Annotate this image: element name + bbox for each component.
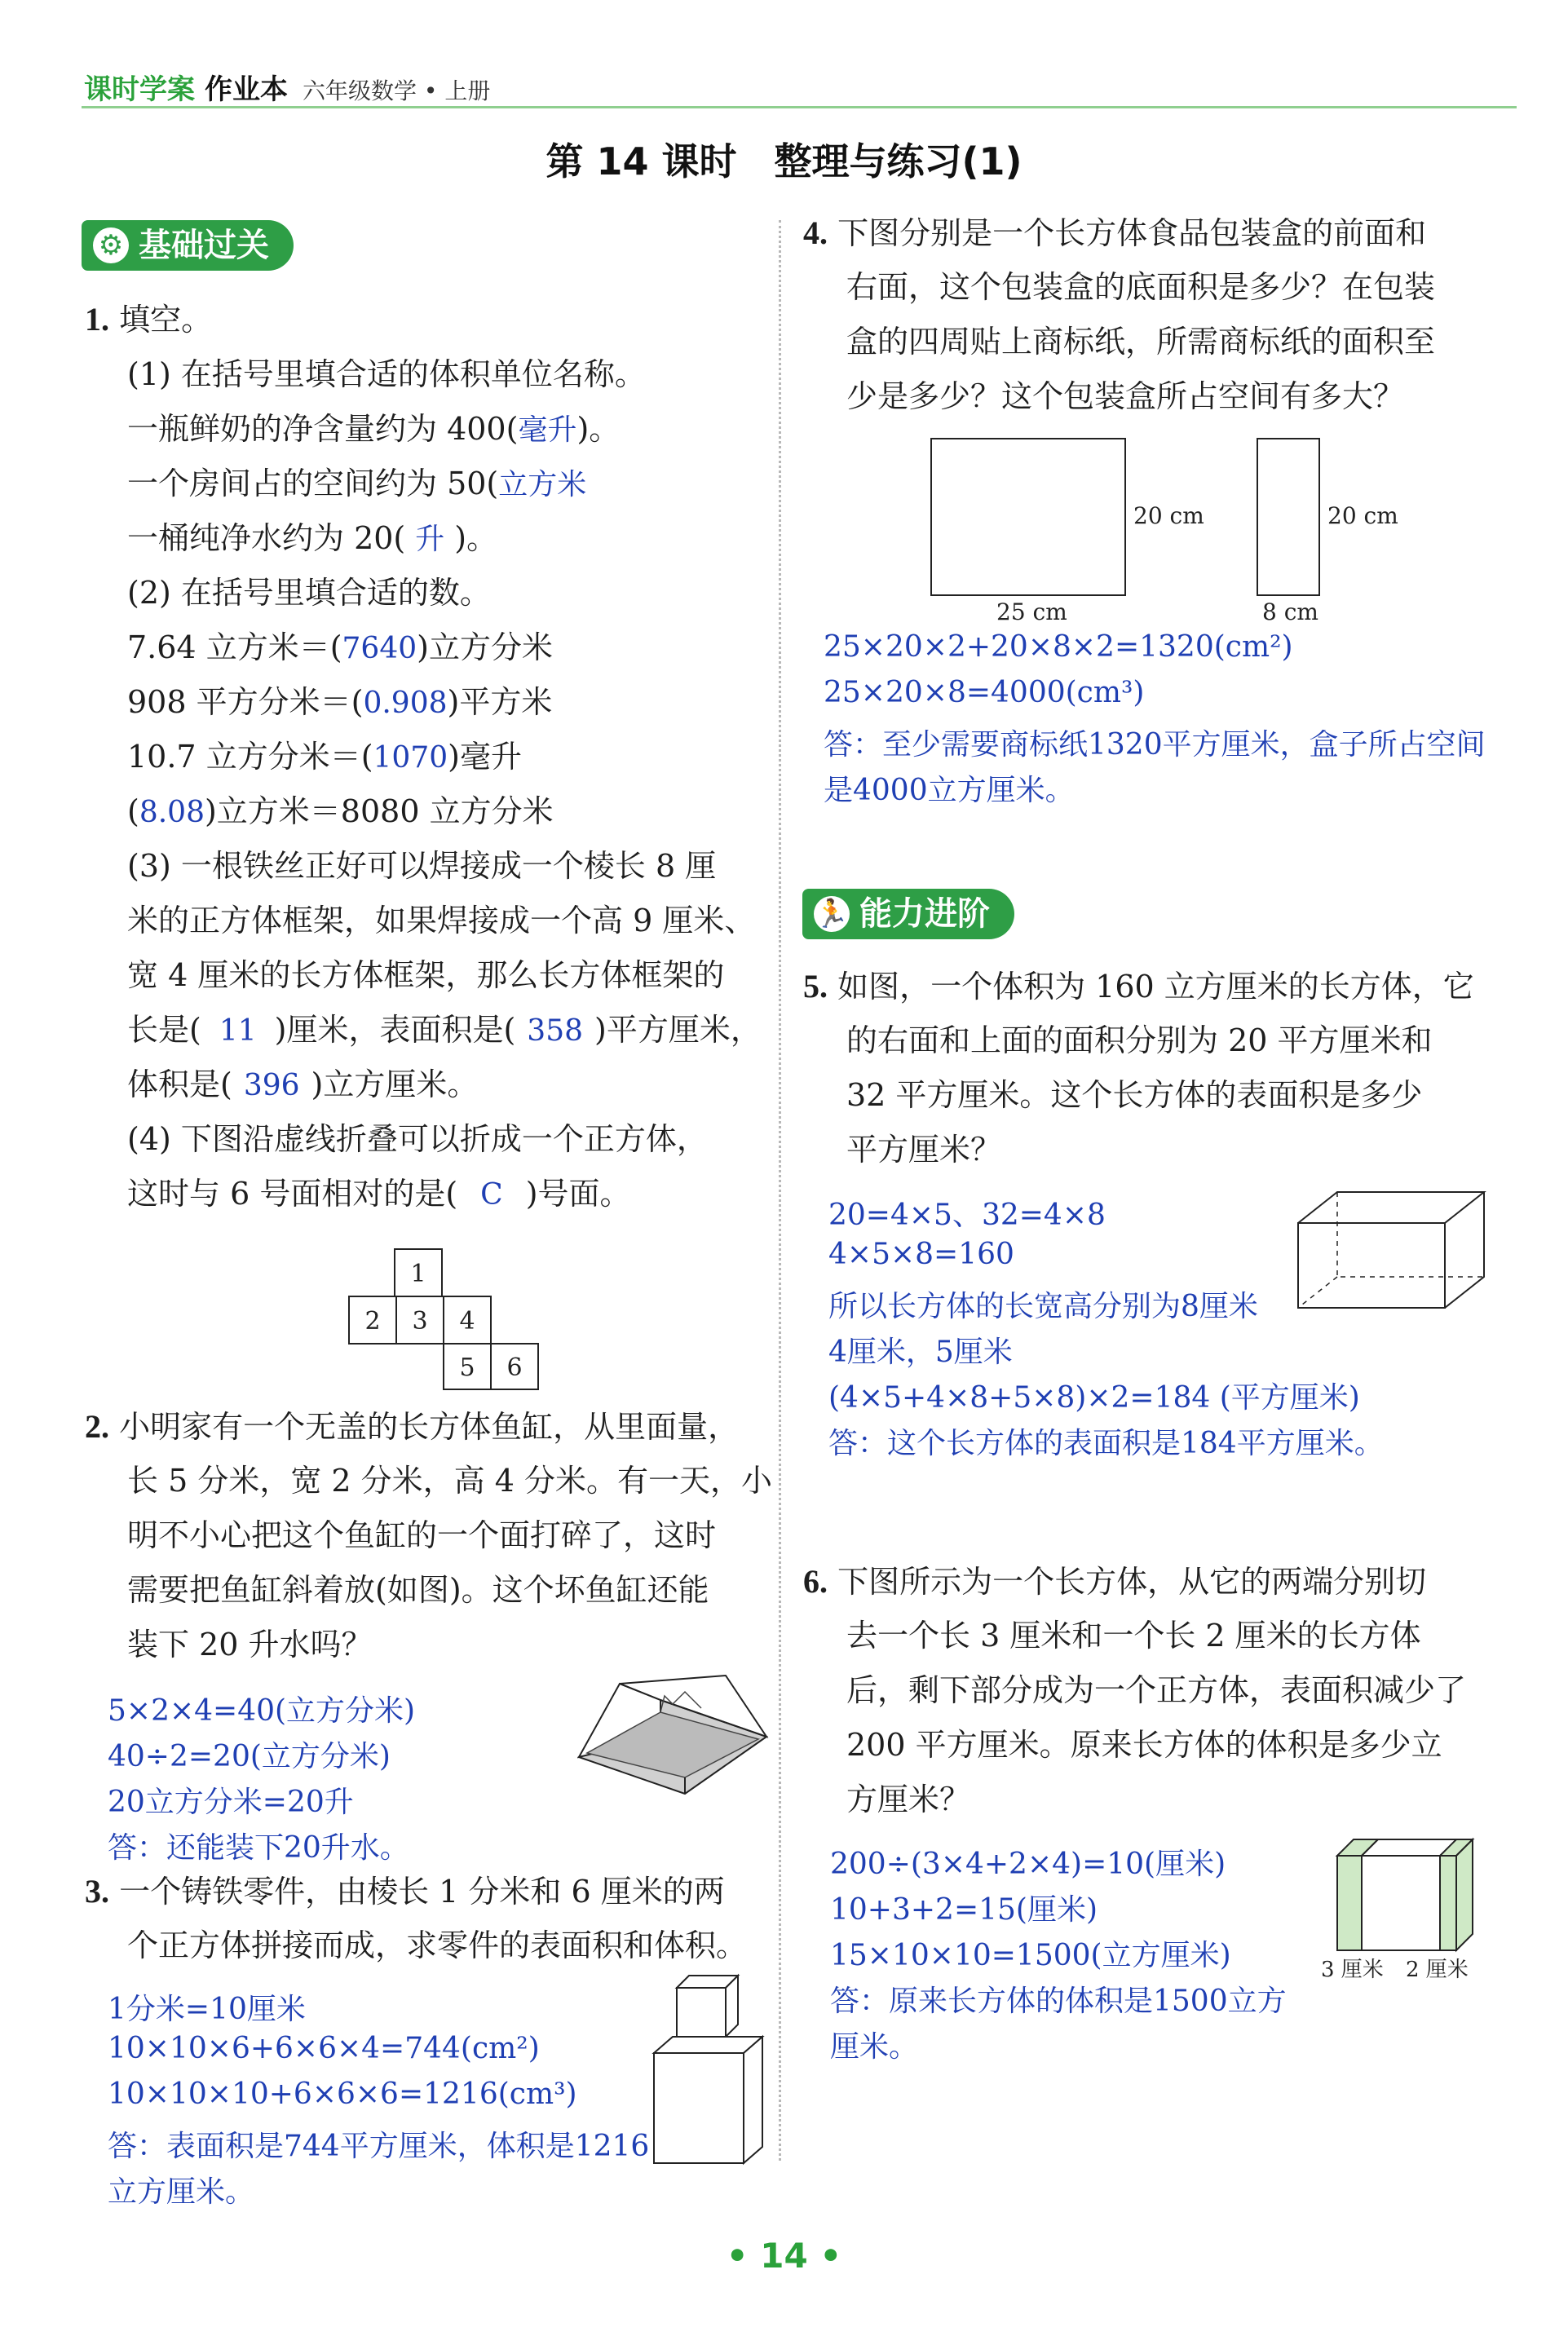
- answer-fill: 358: [527, 1014, 584, 1048]
- q6-line-2: 后，剩下部分成为一个正方体，表面积减少了: [846, 1672, 1467, 1708]
- q5-line-3: 平方厘米？: [846, 1132, 1002, 1168]
- section-basic-badge: [82, 220, 294, 271]
- q6-line-1: 去一个长 3 厘米和一个长 2 厘米的长方体: [846, 1618, 1421, 1654]
- side-height-label: 20 cm: [1327, 502, 1398, 529]
- q5-answer-2: 所以长方体的长宽高分别为8厘米: [828, 1290, 1258, 1323]
- header-brand: [84, 67, 490, 107]
- answer-fill: 7640: [342, 632, 417, 665]
- answer-fill: 8.08: [139, 796, 205, 829]
- net-label-2: 2: [364, 1307, 381, 1336]
- answer-fill: 11: [219, 1014, 257, 1048]
- q2-line-0: 2. 小明家有一个无盖的长方体鱼缸，从里面量，: [85, 1408, 740, 1445]
- gear-icon: ⚙: [93, 227, 129, 263]
- q5-answer-3: 4厘米，5厘米: [828, 1336, 1013, 1369]
- net-label-3: 3: [412, 1307, 428, 1336]
- answer-fill: 毫升: [518, 413, 577, 447]
- q4-line-2: 盒的四周贴上商标纸，所需商标纸的面积至: [846, 324, 1436, 360]
- answer-fill: 立方米: [498, 468, 587, 501]
- q1-p4-line2: 这时与 6 号面相对的是( C )号面。: [127, 1176, 631, 1212]
- q1-p1-intro: (1) 在括号里填合适的体积单位名称。: [127, 356, 646, 392]
- answer-fill: 0.908: [363, 687, 448, 720]
- q6-line-4: 方厘米？: [846, 1782, 971, 1817]
- q6-answer-3: 答：原来长方体的体积是1500立方: [830, 1985, 1287, 2018]
- q1-p3-line4: 长是( 11 )厘米，表面积是( 358 )平方厘米，: [127, 1012, 762, 1048]
- brand-subtitle: 六年级数学 • 上册: [303, 77, 491, 104]
- q2-line-2: 明不小心把这个鱼缸的一个面打碎了，这时: [127, 1517, 717, 1553]
- cut-label-2cm: 2 厘米: [1406, 1958, 1469, 1982]
- q3-answer-4: 立方厘米。: [108, 2175, 255, 2209]
- q1-p3-line1: (3) 一根铁丝正好可以焊接成一个棱长 8 厘: [127, 848, 717, 884]
- q1-p2-line4: (8.08)立方米＝8080 立方分米: [127, 793, 554, 829]
- answer-fill: 396: [243, 1069, 300, 1102]
- column-divider: [779, 220, 781, 2161]
- q1-p4-line1: (4) 下图沿虚线折叠可以折成一个正方体，: [127, 1121, 708, 1157]
- cut-label-3cm: 3 厘米: [1321, 1958, 1384, 1982]
- brand-black: 作业本: [205, 73, 288, 106]
- net-label-1: 1: [410, 1260, 426, 1288]
- q3-line-1: 个正方体拼接而成，求零件的表面积和体积。: [127, 1927, 748, 1963]
- header-divider: [82, 106, 1517, 108]
- q3-answer-1: 10×10×6+6×6×4=744(cm²): [108, 2032, 540, 2065]
- q2-answer-1: 40÷2=20(立方分米): [108, 1740, 391, 1773]
- q1-p3-line5: 体积是( 396 )立方厘米。: [127, 1066, 479, 1102]
- front-width-label: 25 cm: [996, 598, 1067, 625]
- cuboid-figure: [1295, 1189, 1491, 1311]
- q3-answer-0: 1分米=10厘米: [108, 1993, 306, 2026]
- side-face: [1257, 439, 1319, 595]
- brand-green: 课时学案: [84, 73, 195, 106]
- q5-line-0: 5. 如图，一个体积为 160 立方厘米的长方体，它: [803, 968, 1474, 1005]
- q2-answer-0: 5×2×4=40(立方分米): [108, 1694, 416, 1728]
- q6-line-3: 200 平方厘米。原来长方体的体积是多少立: [846, 1727, 1442, 1763]
- q6-line-0: 6. 下图所示为一个长方体，从它的两端分别切: [803, 1563, 1427, 1600]
- q1-stem: 填空。: [119, 302, 213, 338]
- q5-line-1: 的右面和上面的面积分别为 20 平方厘米和: [846, 1022, 1433, 1058]
- answer-fill: 升: [415, 523, 445, 556]
- net-label-4: 4: [459, 1307, 475, 1336]
- q1-p2-line1: 7.64 立方米＝(7640)立方分米: [127, 629, 553, 665]
- runner-icon: 🏃: [814, 898, 850, 930]
- q4-line-0: 4. 下图分别是一个长方体食品包装盒的前面和: [803, 214, 1427, 251]
- q6-answer-1: 10+3+2=15(厘米): [830, 1893, 1098, 1927]
- q4-answer-0: 25×20×2+20×8×2=1320(cm²): [824, 630, 1293, 664]
- q1-p1-line3: 一桶纯净水约为 20( 升 )。: [127, 520, 498, 556]
- q5-line-2: 32 平方厘米。这个长方体的表面积是多少: [846, 1077, 1423, 1113]
- answer-fill: C: [480, 1178, 503, 1212]
- section-advanced-badge: [802, 889, 1014, 939]
- q6-answer-0: 200÷(3×4+2×4)=10(厘米): [830, 1848, 1226, 1881]
- q1-p2-line3: 10.7 立方分米＝(1070)毫升: [127, 739, 522, 775]
- page-title: 第 14 课时 整理与练习(1): [545, 139, 1023, 183]
- q3-line-0: 3. 一个铸铁零件，由棱长 1 分米和 6 厘米的两: [85, 1873, 725, 1910]
- q1-p1-line1: 一瓶鲜奶的净含量约为 400(毫升)。: [127, 411, 621, 447]
- net-label-6: 6: [506, 1353, 523, 1382]
- q1-block: [85, 303, 212, 336]
- cut-cuboid-figure: [1321, 1836, 1500, 1983]
- q1-p3-line3: 宽 4 厘米的长方体框架，那么长方体框架的: [127, 957, 725, 993]
- q2-line-3: 需要把鱼缸斜着放(如图)。这个坏鱼缸还能: [127, 1572, 709, 1608]
- q1-p1-line2: 一个房间占的空间约为 50(立方米: [127, 466, 587, 501]
- side-width-label: 8 cm: [1262, 598, 1318, 625]
- q5-answer-1: 4×5×8=160: [828, 1238, 1014, 1271]
- q3-answer-3: 答：表面积是744平方厘米，体积是1216: [108, 2130, 650, 2163]
- net-label-5: 5: [459, 1353, 475, 1382]
- cube-net-figure: [347, 1247, 540, 1391]
- q1-p3-line2: 米的正方体框架，如果焊接成一个高 9 厘米、: [127, 903, 756, 938]
- q2-answer-2: 20立方分米=20升: [108, 1786, 354, 1819]
- page-number: • 14 •: [726, 2236, 842, 2276]
- q6-answer-4: 厘米。: [830, 2030, 919, 2064]
- q1-p2-intro: (2) 在括号里填合适的数。: [127, 575, 491, 611]
- q4-line-1: 右面，这个包装盒的底面积是多少？在包装: [846, 269, 1436, 305]
- q2-answer-3: 答：还能装下20升水。: [108, 1831, 409, 1865]
- section-advanced-label: 能力进阶: [859, 895, 990, 933]
- q4-line-3: 少是多少？这个包装盒所占空间有多大？: [846, 378, 1405, 414]
- section-basic-label: 基础过关: [139, 227, 269, 264]
- q5-answer-0: 20=4×5、32=4×8: [828, 1199, 1106, 1232]
- q4-answer-3: 是4000立方厘米。: [824, 774, 1075, 807]
- q5-answer-4: (4×5+4×8+5×8)×2=184 (平方厘米): [828, 1381, 1360, 1415]
- q1-number: 1.: [85, 301, 109, 338]
- q3-answer-2: 10×10×10+6×6×6=1216(cm³): [108, 2078, 577, 2111]
- q4-answer-2: 答：至少需要商标纸1320平方厘米，盒子所占空间: [824, 728, 1486, 762]
- stacked-cubes-figure: [652, 1972, 766, 2167]
- q1-p2-line2: 908 平方分米＝(0.908)平方米: [127, 684, 553, 720]
- front-height-label: 20 cm: [1133, 502, 1204, 529]
- q6-answer-2: 15×10×10=1500(立方厘米): [830, 1939, 1231, 1972]
- q4-answer-1: 25×20×8=4000(cm³): [824, 676, 1145, 709]
- q2-line-4: 装下 20 升水吗？: [127, 1627, 373, 1662]
- front-face: [931, 439, 1125, 595]
- tilted-fish-tank-figure: [571, 1676, 775, 1798]
- q2-line-1: 长 5 分米，宽 2 分米，高 4 分米。有一天，小: [127, 1463, 773, 1499]
- package-faces-figure: [921, 432, 1427, 628]
- answer-fill: 1070: [373, 741, 448, 775]
- q5-answer-5: 答：这个长方体的表面积是184平方厘米。: [828, 1427, 1384, 1460]
